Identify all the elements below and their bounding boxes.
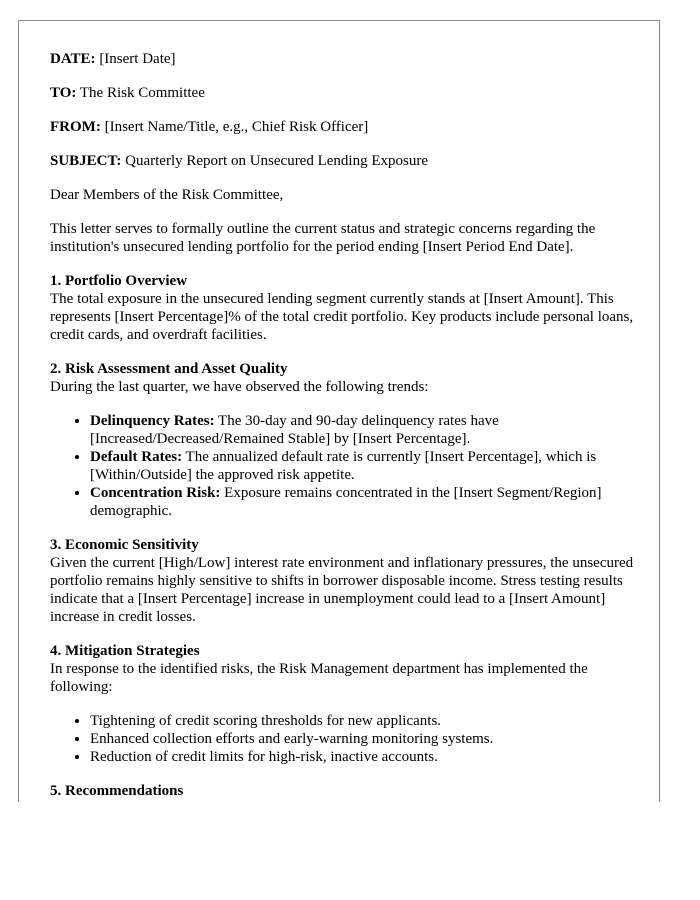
list-item: • Reduction of credit limits for high-risk, inactive accounts. [90, 748, 640, 766]
list-item [90, 484, 640, 520]
bullet-label: Concentration Risk: [90, 485, 221, 501]
subject-label: SUBJECT: [50, 153, 122, 169]
letter-page [18, 20, 660, 802]
intro-paragraph: This letter serves to formally outline the current status and strategic concerns regarding the institution's unsecured lending portfolio for the period ending [Insert Period End Date]. [50, 221, 596, 255]
list-item: • Enhanced collection efforts and early-warning monitoring systems. [90, 730, 640, 748]
section-body: In response to the identified risks, the Risk Management department has implemented the following: [50, 661, 588, 695]
bullet-text: Exposure remains concentrated in the [Insert Segment/Region] demographic. [90, 485, 602, 519]
section-body: The total exposure in the unsecured lending segment currently stands at [Insert Amount]. This represents [Insert Percentage]% of the total credit portfolio. Key products include personal loans, credit cards, and overdraft facilities. [50, 291, 634, 343]
list-item: • Tightening of credit scoring thresholds for new applicants. [90, 712, 640, 730]
section-mitigation-strategies [50, 642, 640, 766]
section-title: 3. Economic Sensitivity [50, 537, 199, 553]
to-label: TO: [50, 85, 77, 101]
salutation: Dear Members of the Risk Committee, [50, 187, 284, 203]
bullet-text: The annualized default rate is currently [Insert Percentage], which is [Within/Outside] the approved risk appetite. [90, 449, 597, 483]
section-portfolio-overview [50, 272, 640, 344]
list-item [90, 412, 640, 448]
section-economic-sensitivity [50, 536, 640, 626]
bullet-label: Delinquency Rates: [90, 413, 215, 429]
bullet-label: Default Rates: [90, 449, 183, 465]
list-item [90, 448, 640, 484]
section-title: 4. Mitigation Strategies [50, 643, 200, 659]
section-title: 5. Recommendations [50, 783, 184, 799]
subject-line [50, 152, 640, 170]
to-line [50, 84, 640, 102]
from-line [50, 118, 640, 136]
section-recommendations [50, 782, 640, 800]
from-value: [Insert Name/Title, e.g., Chief Risk Officer] [100, 119, 369, 135]
section-title: 1. Portfolio Overview [50, 273, 188, 289]
letter-content [50, 50, 640, 802]
mitigation-list [50, 712, 640, 766]
date-line [50, 50, 640, 68]
section-body: During the last quarter, we have observed the following trends: [50, 379, 429, 395]
from-label: FROM: [50, 119, 101, 135]
risk-trends-list [50, 412, 640, 520]
section-body: Given the current [High/Low] interest rate environment and inflationary pressures, the unsecured portfolio remains highly sensitive to shifts in borrower disposable income. Stress testing results indicate that a [Insert Percentage] increase in unemployment could lead to a [Insert Amount] increase in credit losses. [50, 555, 634, 625]
section-risk-assessment [50, 360, 640, 520]
to-value: The Risk Committee [76, 85, 205, 101]
date-label: DATE: [50, 51, 96, 67]
section-title: 2. Risk Assessment and Asset Quality [50, 361, 288, 377]
subject-value: Quarterly Report on Unsecured Lending Exposure [121, 153, 428, 169]
bullet-text: The 30-day and 90-day delinquency rates have [Increased/Decreased/Remained Stable] by [Insert Percentage]. [90, 413, 499, 447]
date-value: [Insert Date] [95, 51, 176, 67]
